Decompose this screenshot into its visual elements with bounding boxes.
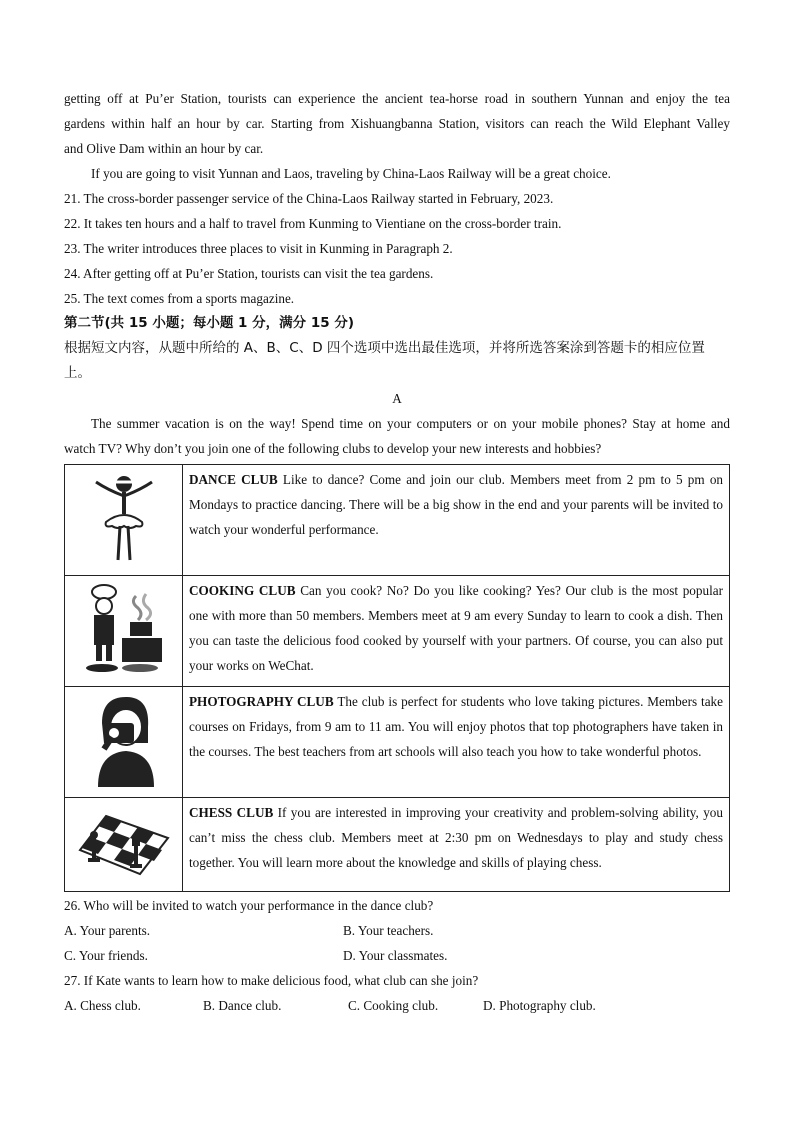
statement-item: 23. The writer introduces three places to visit in Kunming in Paragraph 2. (64, 241, 453, 256)
option-a[interactable]: A. Chess club. (64, 998, 141, 1013)
option-c[interactable]: C. Cooking club. (348, 998, 439, 1013)
option-b[interactable]: B. Dance club. (203, 998, 282, 1013)
club-row-chess (65, 798, 730, 892)
question-stem: 26. Who will be invited to watch your performance in the dance club? (64, 898, 434, 913)
chess-icon (76, 808, 172, 878)
option-d[interactable]: D. Photography club. (483, 998, 596, 1013)
option-b[interactable]: B. Your teachers. (343, 923, 434, 938)
question-stem: 27. If Kate wants to learn how to make delicious food, what club can she join? (64, 973, 479, 988)
intro-line: The summer vacation is on the way! Spend time on your computers or on your mobile phones? Stay at home and (91, 416, 730, 431)
club-row-photography (65, 687, 730, 798)
club-picture (65, 465, 183, 576)
photographer-icon (84, 693, 164, 787)
passage-line: getting off at Pu’er Station, tourists can experience the ancient tea-horse road in southern Yunnan and enjoy the tea (64, 91, 730, 106)
club-row-dance (65, 465, 730, 576)
passage-line: gardens within half an hour by car. Starting from Xishuangbanna Station, visitors can reach the Wild Elephant Valley (64, 116, 730, 131)
passage-closing: If you are going to visit Yunnan and Laos, traveling by China-Laos Railway will be a great choice. (91, 166, 611, 181)
club-description (183, 576, 730, 687)
ballerina-icon (84, 470, 164, 566)
question-options (64, 943, 730, 968)
option-a[interactable]: A. Your parents. (64, 923, 151, 938)
question-options (64, 918, 730, 943)
club-name: PHOTOGRAPHY CLUB (189, 694, 334, 709)
option-c[interactable]: C. Your friends. (64, 948, 148, 963)
club-name: DANCE CLUB (189, 472, 278, 487)
club-text: The club is perfect for students who love taking pictures. Members take courses on Fridays, from 9 am to 11 am. You will enjoy photos that top photographers have taken in the courses. The best teachers from art schools will also teach you how to take wonderful photos. (189, 694, 723, 759)
section-instruction: 根据短文内容，从题中所给的 A、B、C、D 四个选项中选出最佳选项，并将所选答案涂到答题卡的相应位置 (64, 340, 705, 356)
club-name: CHESS CLUB (189, 805, 274, 820)
question-27 (64, 968, 730, 1018)
club-picture (65, 576, 183, 687)
club-row-cooking (65, 576, 730, 687)
section-title: 第二节(共 15 小题；每小题 1 分，满分 15 分) (64, 315, 355, 331)
section-instruction-cont: 上。 (64, 365, 91, 381)
passage-letter: A (392, 391, 402, 406)
statement-item: 25. The text comes from a sports magazine. (64, 291, 295, 306)
statement-item: 22. It takes ten hours and a half to travel from Kunming to Vientiane on the cross-border train. (64, 216, 562, 231)
question-options (64, 993, 730, 1018)
statement-item: 24. After getting off at Pu’er Station, tourists can visit the tea gardens. (64, 266, 434, 281)
club-description (183, 465, 730, 576)
exam-page (64, 86, 730, 1018)
chef-icon (82, 582, 166, 676)
club-description (183, 798, 730, 892)
question-26 (64, 893, 730, 968)
passage-line: and Olive Dam within an hour by car. (64, 141, 264, 156)
club-picture (65, 798, 183, 892)
club-text: If you are interested in improving your creativity and problem-solving ability, you can’t miss the chess club. Members meet at 2:30 pm on Wednesdays to play and study chess together. You will learn more about the knowledge and skills of playing chess. (189, 805, 723, 870)
club-text: Like to dance? Come and join our club. Members meet from 2 pm to 5 pm on Mondays to practice dancing. There will be a big show in the end and your parents will be invited to watch your wonderful performance. (189, 472, 724, 537)
club-text: Can you cook? No? Do you like cooking? Yes? Our club is the most popular one with more than 50 members. Members meet at 9 am every Sunday to learn to cook a dish. Then you can taste the delicious food cooked by yourself with your partners. Of course, you can also put your works on WeChat. (189, 583, 723, 673)
club-name: COOKING CLUB (189, 583, 296, 598)
statement-item: 21. The cross-border passenger service of the China-Laos Railway started in February, 2023. (64, 191, 554, 206)
statement-list (64, 186, 730, 311)
intro-line: watch TV? Why don’t you join one of the following clubs to develop your new interests and hobbies? (64, 441, 602, 456)
option-d[interactable]: D. Your classmates. (343, 948, 448, 963)
club-picture (65, 687, 183, 798)
club-description (183, 687, 730, 798)
clubs-table (64, 464, 730, 892)
passage-continued (64, 86, 730, 186)
